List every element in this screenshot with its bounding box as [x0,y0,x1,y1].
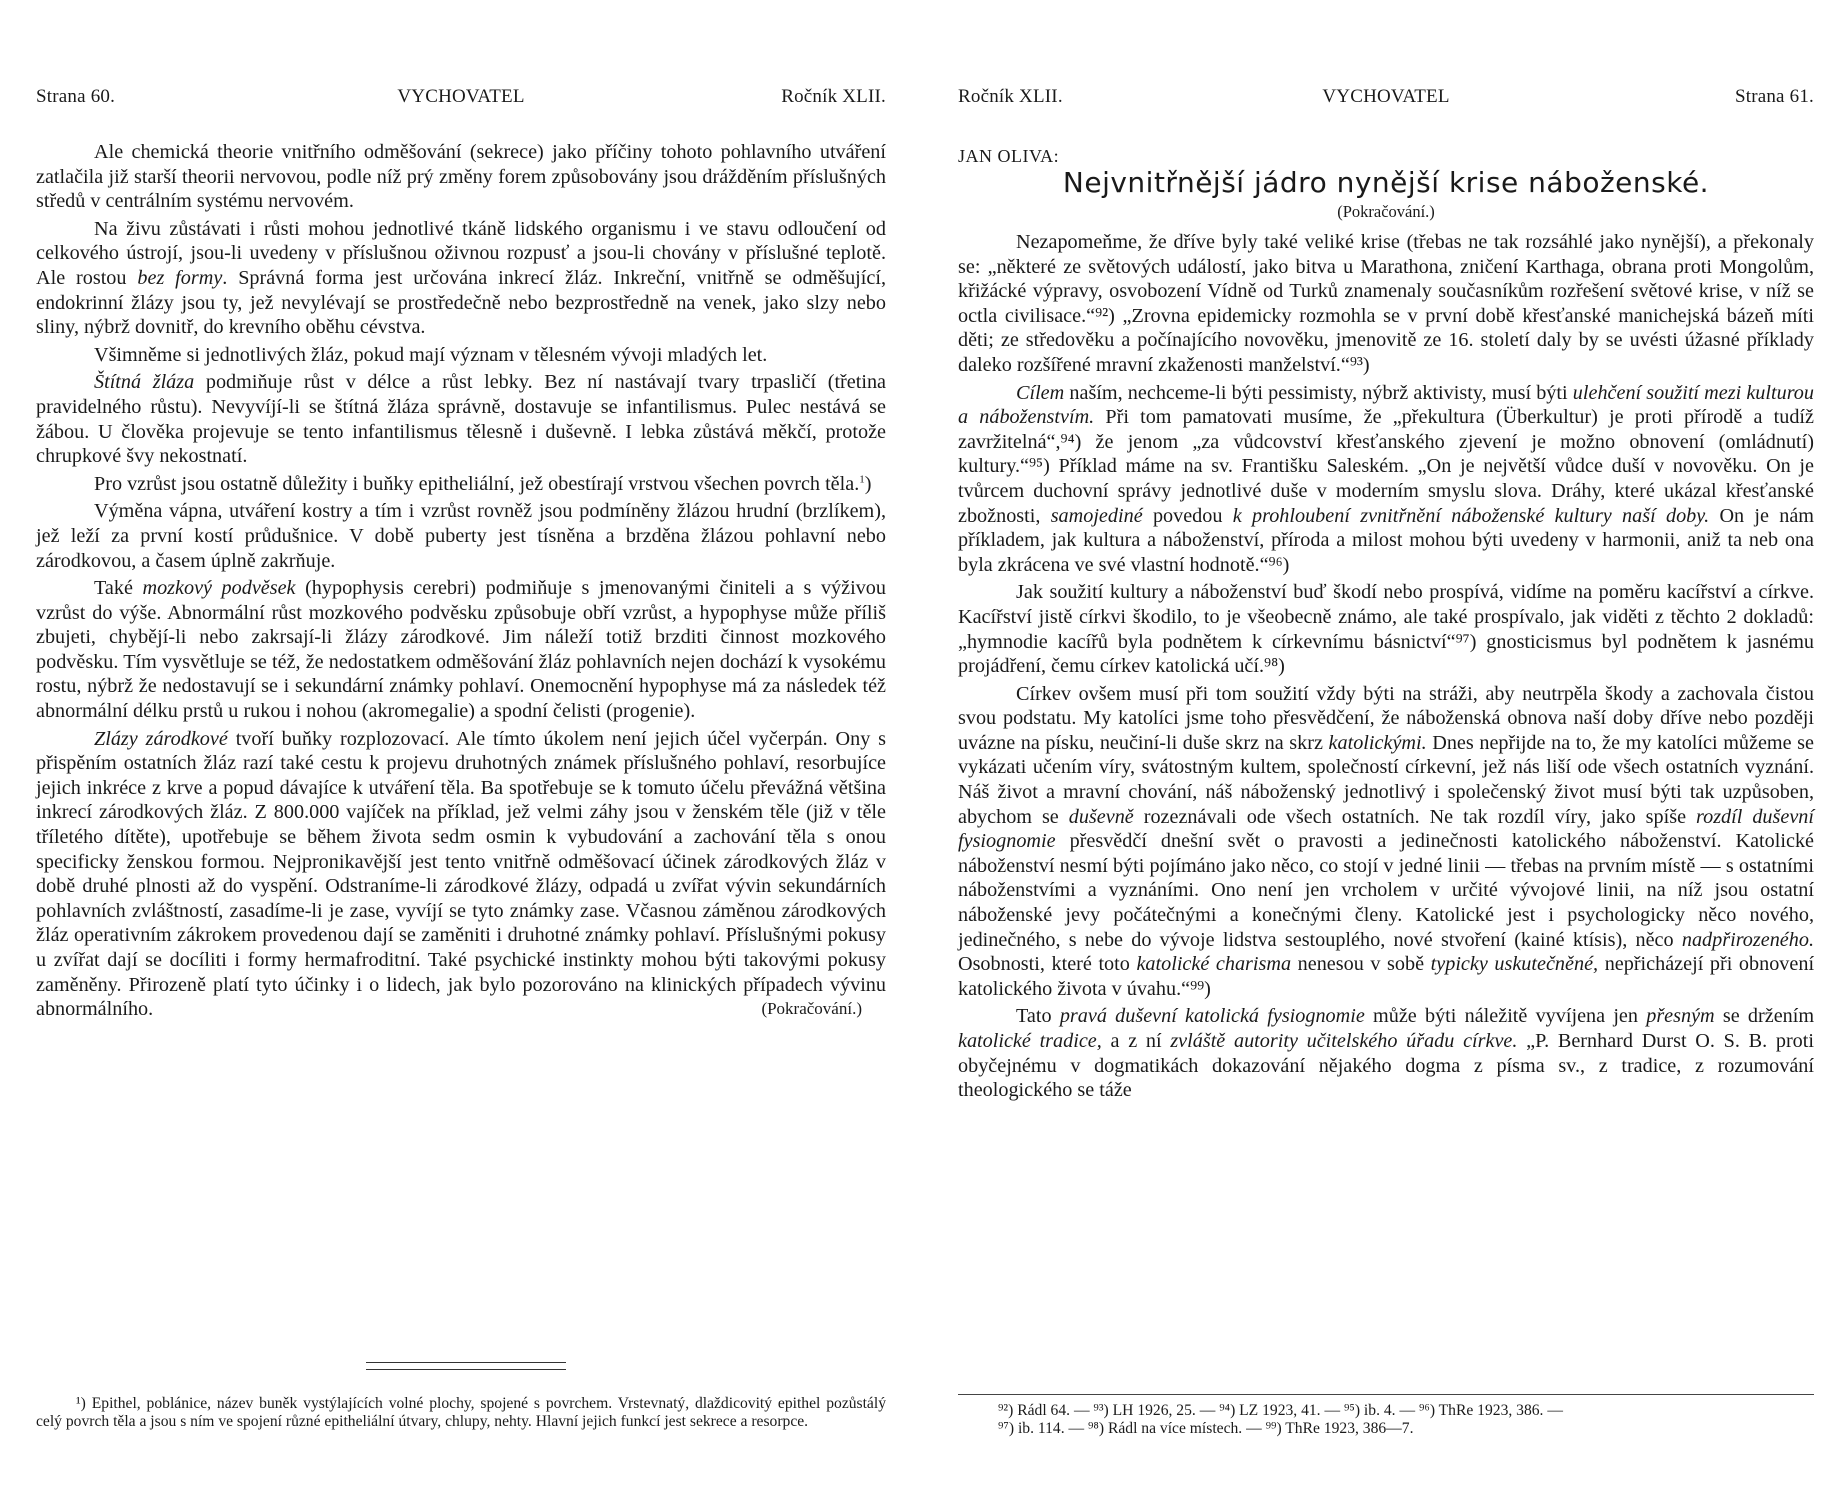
page-number-left: Strana 60. [36,86,116,107]
paragraph: Všimněme si jednotlivých žláz, pokud mají význam v tělesném vývoji mladých let. [94,343,768,366]
continued-note: (Pokračování.) [761,999,862,1019]
paragraph: Cílem naším, nechceme-li býti pessimisty, nýbrž aktivisty, musí býti ulehčení soužití mezi kulturou a náboženstvím. Při tom pamatovati musíme, že „překultura (Überkultur) je proti přírodě a tudíž zavržitelná“,⁹⁴) že jenom „za vůdcovství křesťanského zjevení je možno obnovení (omládnutí) kultury.“⁹⁵) Příklad máme na sv. Františku Saleském. „On je největší vůdce duší v novověku. On je tvůrcem duchovní správy jednotlivé duše v moderním smyslu slova. Dráhy, které ukázal křesťanské zbožnosti, samojediné povedou k prohloubení zvnitřnění náboženské kultury naší doby. On je nám příkladem, jak kultura a náboženství, příroda a milost mohou býti uvedeny v harmonii, aniž ta neb ona byla zkrácena ve své vlastní hodnotě.“⁹⁶) [958,381,1814,576]
paragraph: Tato pravá duševní katolická fysiognomie může býti náležitě vyvíjena jen přesným se držením katolické tradice, a z ní zvláště autority učitelského úřadu církve. „P. Bernhard Durst O. S. B. proti obyčejnému v dogmatikách dokazování nějakého dogma z písma sv., z tradice, z rozumování theologického se táže [958,1005,1815,1102]
footnote-ref: 1 [859,472,865,485]
italic-phrase: Štítná žláza [94,371,195,394]
article-author: JAN OLIVA: [958,146,1060,166]
journal-title-right: VYCHOVATEL [1322,86,1450,107]
journal-title-left: VYCHOVATEL [397,86,525,107]
volume-right: Ročník XLII. [958,86,1063,107]
right-body [958,230,1814,1106]
paragraph: Také mozkový podvěsek (hypophysis cerebri) podmiňuje s jmenovanými činiteli a s výživou vzrůst do výše. Abnormální růst mozkového podvěsku způsobuje obří vzrůst, a hypophyse může příliš zbujeti, chybějí-li nebo zakrsají-li žlázy zárodkové. Jim náleží totiž brzditi činnost mozkového podvěsku. Tím vysvětluje se též, že nedostatkem odměšování žláz pohlavních nejen dochází k vysokému rostu, nýbrž že nedostavují se i sekundární známky pohlaví. Onemocnění hypophyse má za následek též abnormální délku prstů u rukou i nohou (akromegalie) a spodní čelisti (progenie). [36,577,886,723]
paragraph: Výměna vápna, utváření kostry a tím i vzrůst rovněž jsou podmíněny žlázou hrudní (brzlíkem), jež leží za první kostí průdušnice. V době puberty jest tísněna a brzděna žlázou pohlavní nebo zárodkovou, a časem úplně zakrňuje. [36,500,886,572]
page-number-right: Strana 61. [1734,86,1814,107]
italic-phrase: mozkový podvěsek [142,577,296,600]
paragraph: Ale chemická theorie vnitřního odměšování (sekrece) jako příčiny tohoto pohlavního utváření zatlačila již starší theorii nervovou, podle níž prý změny forem způsobovány jsou drážděním příslušných středů v centrálním systému nervovém. [36,141,886,213]
paragraph: Štítná žláza podmiňuje růst v délce a růst lebky. Bez ní nastávají tvary trpasličí (třetina pravidelného růstu). Nevyvíjí-li se štítná žláza správně, dostavuje se infantilismus. Pulec nestává se žábou. U člověka projevuje se tento infantilismus tělesně i duševně. I lebka zůstává měkčí, protože chrupkové švy nekostnatí. [36,371,887,468]
continued-label: (Pokračování.) [1337,202,1435,221]
italic-phrase: bez formy [137,266,223,289]
paragraph: Pro vzrůst jsou ostatně důležity i buňky epitheliální, jež obestírají vrstvou všechen povrch těla.$^1$) [94,472,872,495]
italic-phrase: Zlázy zárodkové [94,727,228,750]
right-page [958,0,1814,1500]
right-running-header [958,86,1814,114]
paragraph: Církev ovšem musí při tom soužití vždy býti na stráži, aby neutrpěla škody a zachovala čistou svou podstatu. My katolíci jsme toho přesvědčení, že náboženská obnova naší doby dříve nebo později uvázne na písku, neučiní-li duše skrz na skrz katolickými. Dnes nepřijde na to, že my katolíci můžeme se vykázati učením víry, svátostným kultem, společností církevní, jež nás liší ode všech ostatních vyznání. Náš život a mravní chování, náš náboženský jednotlivý i společenský život musí býti tak uzpůsoben, abychom se duševně rozeznávali ode všech ostatních. Ne tak rozdíl víry, jako spíše rozdíl duševní fysiognomie přesvědčí dnešní svět o pravosti a jedinečnosti katolického náboženství. Katolické náboženství nesmí býti pojímáno jako něco, co stojí v jedné linii — třebas na prvním místě — s ostatními náboženstvími a vyznáními. Ono není jen vrcholem v určité vývojové linii, na níž jsou ostatní náboženské jevy počátečnými a konečnými členy. Katolické jest i psychologicky něco nového, jedinečného, s nebe do vývoje lidstva sestouplého, nové stvoření (kainé ktísis), něco nadpřirozeného. Osobnosti, které toto katolické charisma nenesou v sobě typicky uskutečněné, nepřicházejí při obnovení katolického života v úvahu.“⁹⁹) [958,682,1815,1000]
footnote-rule [958,1394,1814,1395]
left-page [36,0,886,1500]
left-body [36,140,886,1025]
paragraph: Nezapomeňme, že dříve byly také veliké krise (třebas ne tak rozsáhlé jako nynější), a překonaly se: „některé ze světových událostí, jako bitva u Marathona, zničení Karthaga, obrana proti Mongolům, křižácké výpravy, osvobození Vídně od Turků znamenaly současníkům rozřešení světové krise, v níž se octla civilisace.“⁹²) „Zrovna epidemicky rozmohla se v první době křesťanské manichejská bázeň míti děti; ze středověku a počínajícího novověku, jmenovitě ze 16. století daly by se uvésti úžasné příklady daleko rozšířené mravní zkaženosti manželství.“⁹³) [958,231,1814,376]
paragraph: Na živu zůstávati i růsti mohou jednotlivé tkáně lidského organismu i ve stavu odloučení od celkového ústrojí, jsou-li uvedeny v příslušnou oživnou rozpusť a jsou-li chovány v příslušné teplotě. Ale rostou bez formy. Správná forma jest určována inkrecí žláz. Inkreční, vnitřně se odměšující, endokrinní žlázy jsou ty, jež nevylévají se prostředečně nebo bezprostředně na venek, jako slzy nebo sliny, nýbrž dovnitř, do krevního oběhu cévstva. [36,217,886,339]
left-running-header [36,86,886,114]
footnote-left: ¹) Epithel, poblánice, název buněk vystýlajících volné plochy, spojené s povrchem. Vrstevnatý, dlaždicovitý epithel pozůstálý celý povrch těla a jsou s ním ve spojení různé epitheliální útvary, chlupy, nehty. Hlavní jejich funkcí jest sekrece a resorpce. [36,1395,886,1430]
volume-left: Ročník XLII. [781,86,886,107]
paragraph: Zlázy zárodkové tvoří buňky rozplozovací. Ale tímto úkolem není jejich účel vyčerpán. Ony s přispěním ostatních žláz razí také cestu k projevu druhotných známek příslušného pohlaví, resorbujíce jejich inkréce z krve a popud dávajíce k utváření těla. Ba spotřebuje se k tomuto účelu převážná většina inkrecí zárodkových žláz. Z 800.000 vajíček na příklad, jež velmi záhy jsou v ženském těle (již v těle tříletého dítěte), upotřebuje se během života sedm osmin k vybudování a zachování těla s onou specificky ženskou formou. Nejpronikavější jest tento vnitřně odměšovací účinek zárodkových žláz v době druhé plnosti až do vyspění. Odstraníme-li zárodkové žlázy, odpadá u zvířat vývin sekundárních pohlavních zvláštností, zasadíme-li je zase, vyvíjí se tyto známky zase. Včasnou záměnou zárodkových žláz operativním zákrokem provedenou dají se zaměniti i druhotné známky pohlaví. Příslušnými pokusy u zvířat dají se docíliti i formy hermafroditní. Také psychické instinkty mohou býti takovými pokusy zaměněny. Přirozeně platí tyto účinky i o lidech, jak bylo pozorováno na klinických případech vývinu abnormálního. (Pokračování.) [36,727,887,1021]
section-divider [366,1362,566,1370]
article-title: Nejvnitřnější jádro nynější krise náboženské. [1062,166,1710,199]
footnote-right: ⁹²) Rádl 64. — ⁹³) LH 1926, 25. — ⁹⁴) LZ 1923, 41. — ⁹⁵) ib. 4. — ⁹⁶) ThRe 1923, 386. — ⁹⁷) ib. 114. — ⁹⁸) Rádl na více místech. — ⁹⁹) ThRe 1923, 386—7. [998,1402,1563,1437]
paragraph: Jak soužití kultury a náboženství buď škodí nebo prospívá, vidíme na poměru kacířství a církve. Kacířství jistě církvi škodilo, to je všeobecně známo, ale také prospívalo, jak viděti z těchto 2 dokladů: „hymnodie kacířů byla podnětem k církevnímu básnictví“⁹⁷) gnosticismus byl podnětem k jasnému projádření, čemu církev katolická učí.⁹⁸) [958,581,1814,678]
